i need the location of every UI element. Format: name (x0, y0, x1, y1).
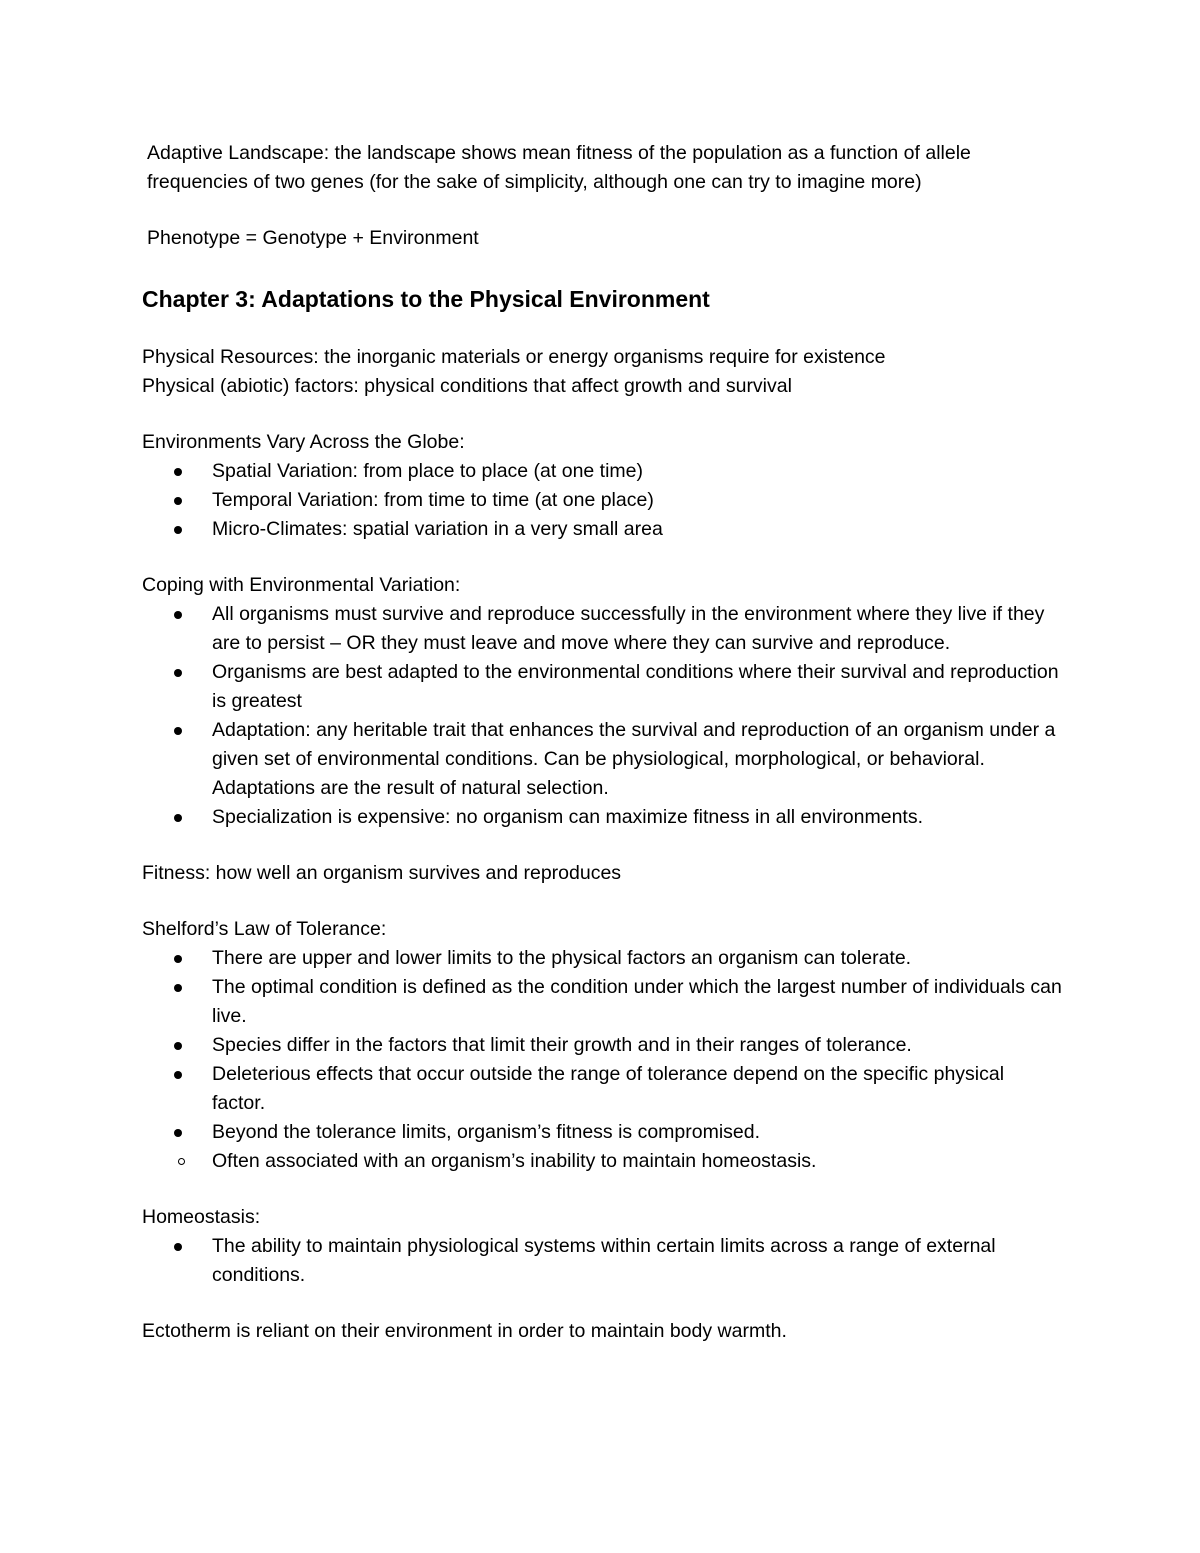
list-item: Beyond the tolerance limits, organism’s fitness is compromised. (142, 1118, 1062, 1147)
physical-factors-text: Physical (abiotic) factors: physical conditions that affect growth and survival (142, 375, 792, 397)
list-item: Specialization is expensive: no organism can maximize fitness in all environments. (142, 803, 1062, 832)
shelford-sublist (142, 1147, 1062, 1176)
bullet-icon (174, 669, 182, 677)
coping-list (142, 600, 1062, 832)
homeostasis-list (142, 1232, 1062, 1290)
bullet-icon (174, 955, 182, 963)
list-item: Organisms are best adapted to the environmental conditions where their survival and reproduction is greatest (142, 658, 1062, 716)
environments-list (142, 457, 1062, 544)
bullet-icon (174, 468, 182, 476)
bullet-icon (174, 526, 182, 534)
list-item: Spatial Variation: from place to place (at one time) (142, 457, 1062, 486)
shelford-heading: Shelford’s Law of Tolerance: (142, 918, 387, 940)
hollow-bullet-icon (178, 1158, 185, 1165)
list-item: Adaptation: any heritable trait that enhances the survival and reproduction of an organism under a given set of environmental conditions. Can be physiological, morphological, or behavioral. Adaptations are the result of natural selection. (142, 716, 1062, 803)
sub-list-item: Often associated with an organism’s inability to maintain homeostasis. (142, 1147, 1062, 1176)
list-item: Micro-Climates: spatial variation in a very small area (142, 515, 1062, 544)
chapter-title: Chapter 3: Adaptations to the Physical Environment (142, 286, 710, 312)
ectotherm-text: Ectotherm is reliant on their environment in order to maintain body warmth. (142, 1320, 787, 1342)
coping-heading: Coping with Environmental Variation: (142, 574, 461, 596)
list-item: Deleterious effects that occur outside the range of tolerance depend on the specific physical factor. (142, 1060, 1062, 1118)
environments-heading: Environments Vary Across the Globe: (142, 431, 465, 453)
bullet-icon (174, 1243, 182, 1251)
list-item: The optimal condition is defined as the condition under which the largest number of individuals can live. (142, 973, 1062, 1031)
bullet-icon (174, 727, 182, 735)
bullet-icon (174, 1129, 182, 1137)
bullet-icon (174, 814, 182, 822)
bullet-icon (174, 984, 182, 992)
bullet-icon (174, 611, 182, 619)
homeostasis-heading: Homeostasis: (142, 1206, 261, 1228)
list-item: All organisms must survive and reproduce successfully in the environment where they live if they are to persist – OR they must leave and move where they can survive and reproduce. (142, 600, 1062, 658)
list-item: The ability to maintain physiological systems within certain limits across a range of external conditions. (142, 1232, 1062, 1290)
adaptive-landscape-text: Adaptive Landscape: the landscape shows mean fitness of the population as a function of allele frequencies of two genes (for the sake of simplicity, although one can try to imagine more) (147, 142, 971, 193)
document-page (142, 139, 1062, 1346)
shelford-list (142, 944, 1062, 1147)
phenotype-text: Phenotype = Genotype + Environment (147, 227, 479, 249)
list-item: Temporal Variation: from time to time (at one place) (142, 486, 1062, 515)
list-item: There are upper and lower limits to the physical factors an organism can tolerate. (142, 944, 1062, 973)
fitness-text: Fitness: how well an organism survives and reproduces (142, 862, 622, 884)
list-item: Species differ in the factors that limit their growth and in their ranges of tolerance. (142, 1031, 1062, 1060)
physical-resources-text: Physical Resources: the inorganic materials or energy organisms require for existence (142, 346, 886, 368)
bullet-icon (174, 1042, 182, 1050)
bullet-icon (174, 497, 182, 505)
bullet-icon (174, 1071, 182, 1079)
